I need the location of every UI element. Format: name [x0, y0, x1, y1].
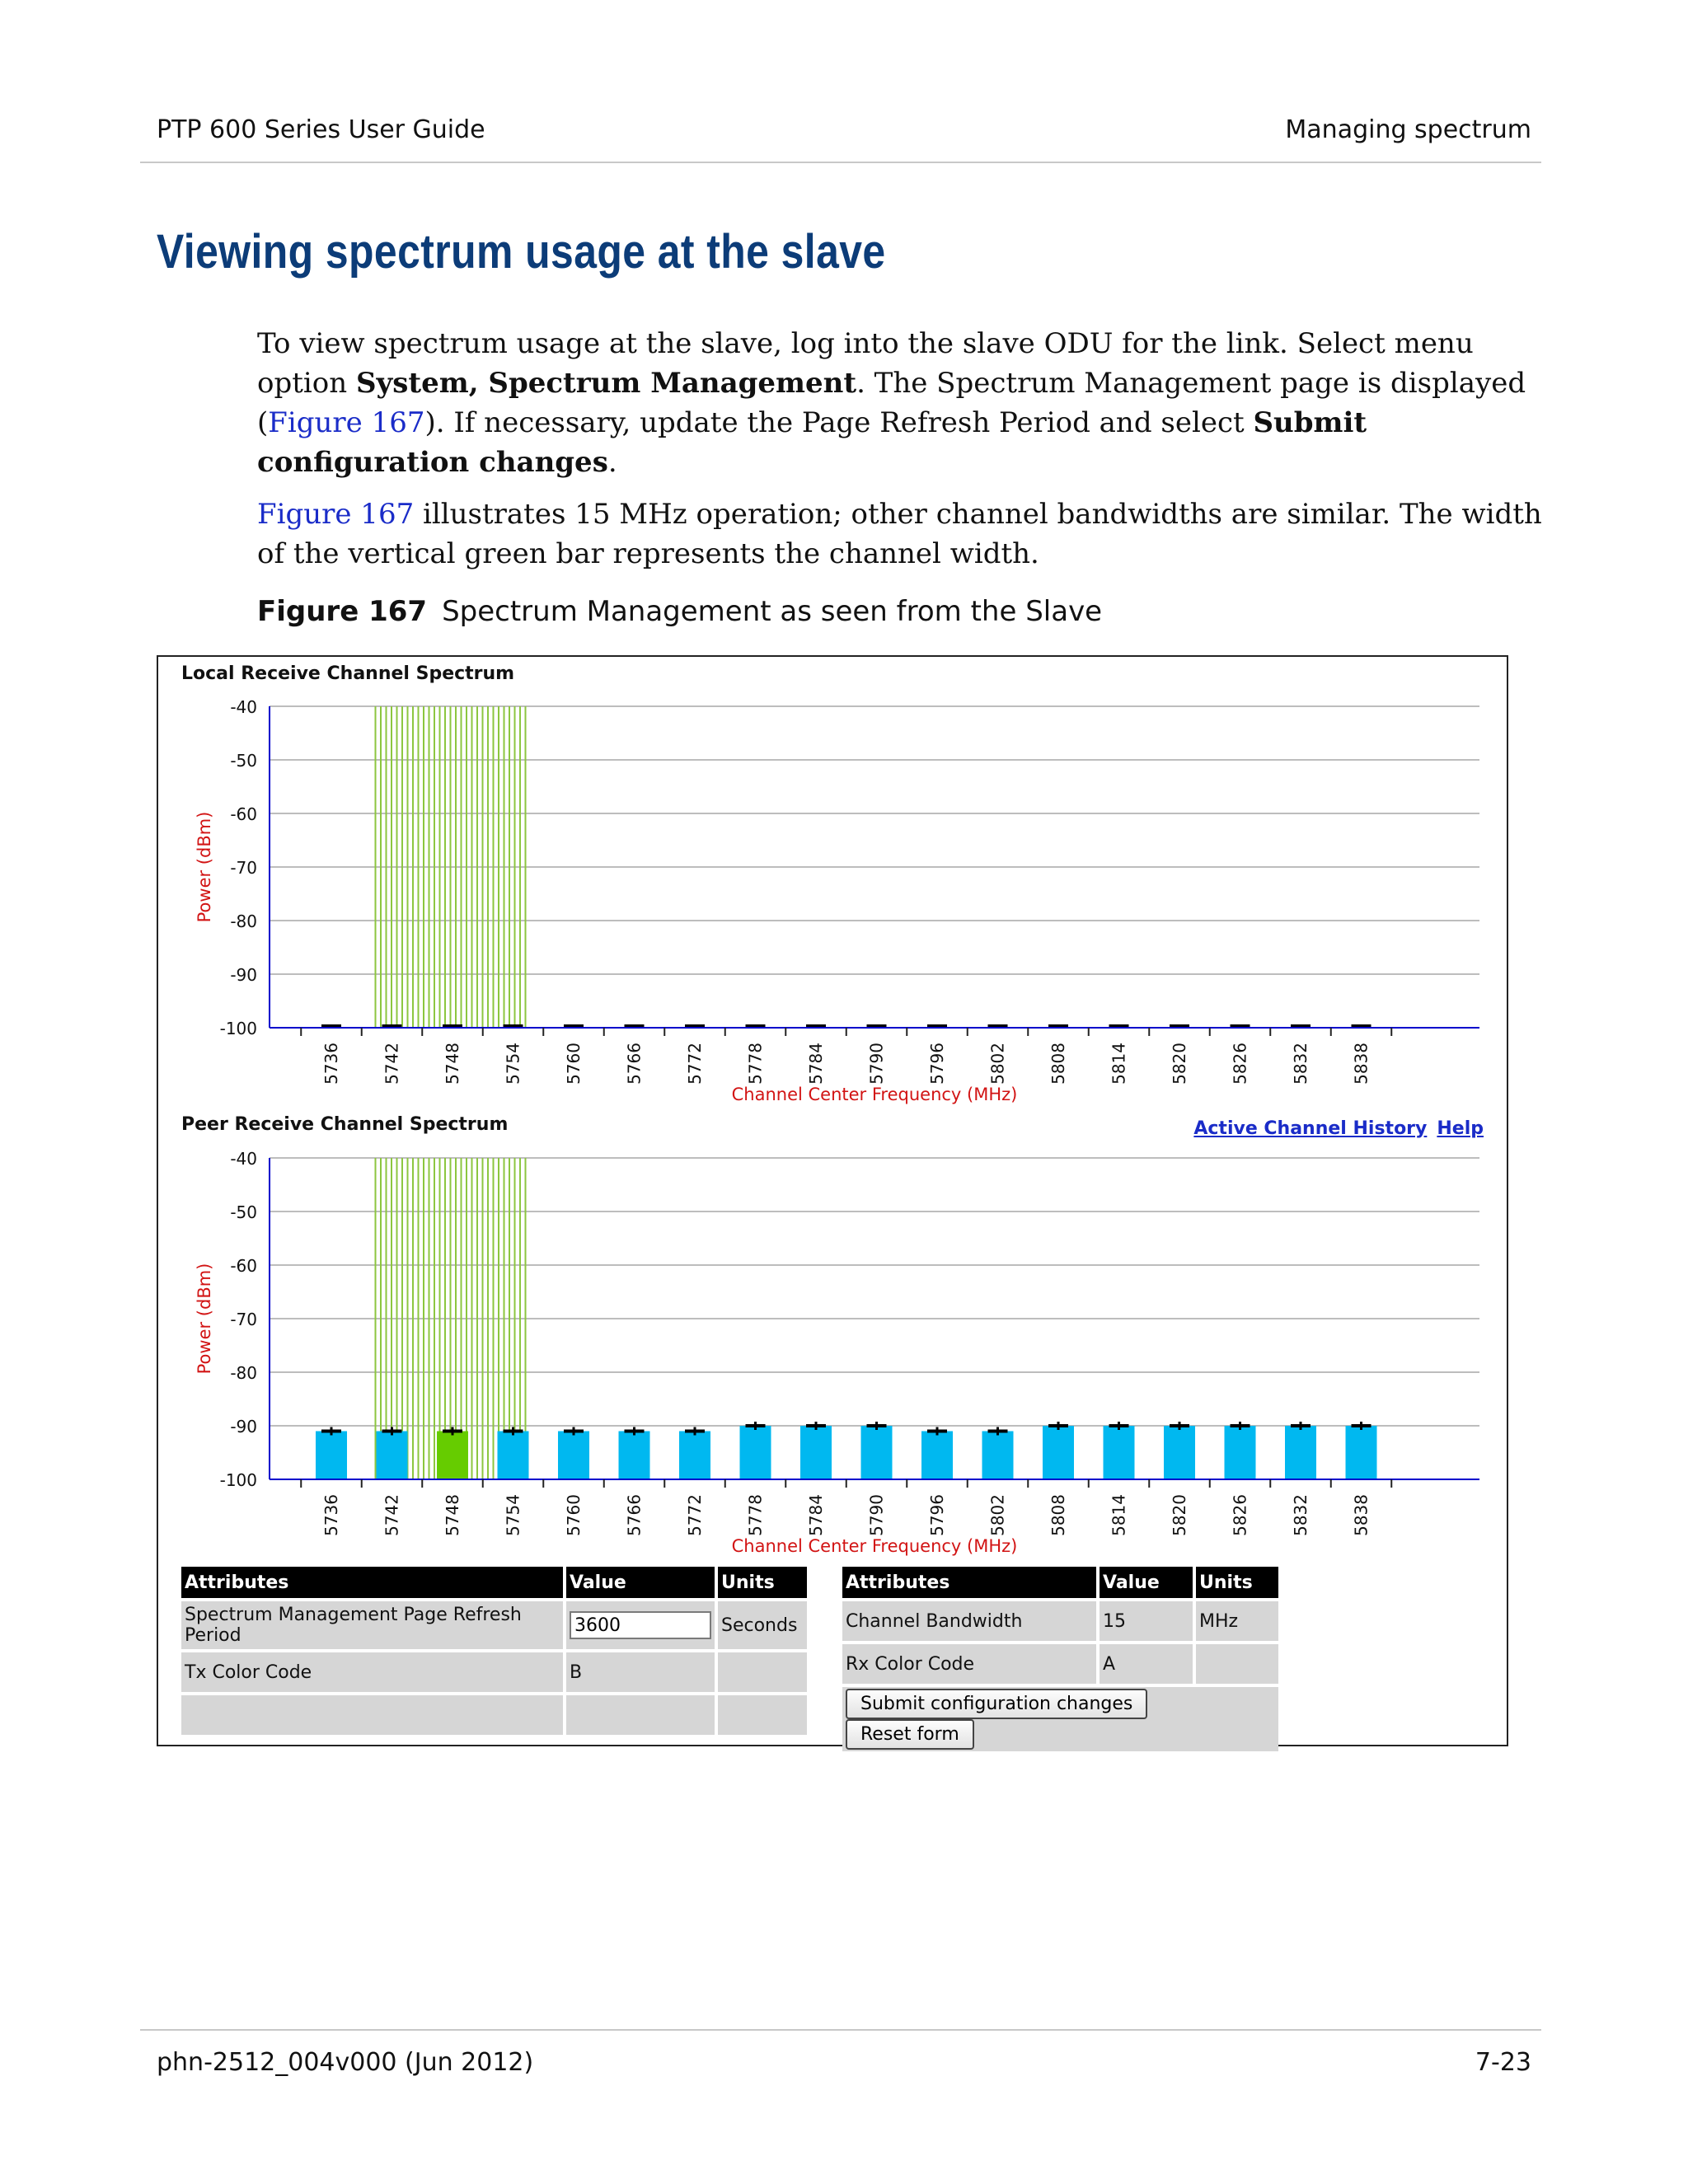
col-header-units: Units: [1196, 1567, 1278, 1598]
para1-bold-submit: Submit configuration changes: [257, 406, 1367, 479]
x-tick-label: 5802: [987, 1043, 1008, 1085]
attr-channel-bandwidth: Channel Bandwidth: [842, 1601, 1096, 1641]
page-footer: [157, 2048, 1531, 2077]
x-tick-label: 5838: [1351, 1043, 1372, 1085]
x-tick-label: 5766: [624, 1494, 645, 1536]
col-header-attributes: Attributes: [842, 1567, 1096, 1598]
y-tick-label: -90: [230, 965, 257, 985]
para1-text-4: .: [607, 446, 617, 479]
col-header-value: Value: [1100, 1567, 1193, 1598]
bar-5784: [800, 1426, 832, 1479]
form-buttons-cell: [842, 1687, 1278, 1751]
refresh-period-units: Seconds: [718, 1601, 807, 1649]
channel-bandwidth-value: 15: [1100, 1601, 1193, 1641]
y-tick-label: -100: [219, 1019, 257, 1038]
x-tick-label: 5742: [382, 1043, 402, 1085]
submit-configuration-button[interactable]: Submit configuration changes: [846, 1689, 1147, 1719]
x-tick-label: 5784: [806, 1043, 826, 1085]
local-chart-title: Local Receive Channel Spectrum: [181, 663, 515, 684]
bar-5796: [921, 1432, 953, 1480]
x-tick-label: 5778: [745, 1043, 766, 1085]
help-link[interactable]: Help: [1437, 1118, 1484, 1139]
x-tick-label: 5748: [443, 1494, 462, 1536]
header-section: Managing spectrum: [1285, 115, 1531, 144]
y-axis-label: Power (dBm): [195, 1263, 214, 1375]
x-tick-label: 5826: [1230, 1494, 1250, 1536]
col-header-units: Units: [718, 1567, 807, 1598]
col-header-attributes: Attributes: [181, 1567, 563, 1598]
x-tick-label: 5820: [1170, 1494, 1189, 1536]
empty-cell: [566, 1695, 715, 1735]
x-tick-label: 5796: [927, 1494, 947, 1536]
x-tick-label: 5742: [382, 1494, 402, 1536]
y-tick-label: -70: [230, 858, 257, 878]
bar-5814: [1104, 1426, 1135, 1479]
x-tick-label: 5826: [1230, 1043, 1250, 1085]
para2-text: illustrates 15 MHz operation; other channel bandwidths are similar. The width of the vertical green bar represents the channel width.: [257, 498, 1542, 570]
local-spectrum-chart: [158, 657, 1507, 1106]
bar-5778: [740, 1426, 771, 1479]
x-tick-label: 5736: [321, 1494, 341, 1536]
bar-5826: [1225, 1426, 1256, 1479]
y-tick-label: -50: [230, 1202, 257, 1222]
x-tick-label: 5778: [745, 1494, 766, 1536]
bar-5736: [316, 1432, 347, 1480]
reset-form-button[interactable]: Reset form: [846, 1719, 974, 1750]
peer-chart-title: Peer Receive Channel Spectrum: [181, 1114, 509, 1135]
bar-5760: [558, 1432, 589, 1480]
x-tick-label: 5790: [866, 1494, 887, 1536]
table-row: [181, 1601, 807, 1649]
refresh-period-cell: [566, 1601, 715, 1649]
caption-label: Figure 167: [257, 595, 428, 628]
y-tick-label: -80: [230, 1363, 257, 1383]
tx-color-code-value: B: [566, 1652, 715, 1692]
bar-5820: [1164, 1426, 1195, 1479]
y-tick-label: -100: [219, 1470, 257, 1490]
x-tick-label: 5820: [1170, 1043, 1189, 1085]
attr-rx-color-code: Rx Color Code: [842, 1644, 1096, 1684]
y-tick-label: -40: [230, 1149, 257, 1169]
x-tick-label: 5796: [927, 1043, 947, 1085]
table-row: [181, 1652, 807, 1692]
rx-color-code-value: A: [1100, 1644, 1193, 1684]
x-tick-label: 5814: [1109, 1494, 1129, 1536]
figure-link[interactable]: Figure 167: [268, 406, 425, 439]
x-tick-label: 5814: [1109, 1043, 1129, 1085]
x-tick-label: 5754: [503, 1494, 523, 1536]
x-axis-label: Channel Center Frequency (MHz): [731, 1085, 1018, 1104]
y-tick-label: -40: [230, 697, 257, 717]
table-row: [842, 1644, 1278, 1684]
rx-color-code-units: [1196, 1644, 1278, 1684]
section-title: Viewing spectrum usage at the slave: [157, 225, 886, 279]
caption-text: Spectrum Management as seen from the Slave: [442, 595, 1103, 628]
x-tick-label: 5790: [866, 1043, 887, 1085]
bar-5802: [982, 1432, 1014, 1480]
active-channel-history-link[interactable]: Active Channel History: [1193, 1118, 1428, 1139]
paragraph-2: [257, 494, 1543, 574]
y-tick-label: -90: [230, 1417, 257, 1436]
x-tick-label: 5784: [806, 1494, 826, 1536]
table-row: [842, 1601, 1278, 1641]
bar-5742: [377, 1432, 408, 1480]
y-tick-label: -50: [230, 751, 257, 771]
figure-caption: [257, 595, 1102, 628]
x-tick-label: 5832: [1291, 1494, 1311, 1536]
x-tick-label: 5766: [624, 1043, 645, 1085]
attributes-table-right: [839, 1563, 1282, 1755]
header-title: PTP 600 Series User Guide: [157, 115, 485, 144]
table-row: [842, 1687, 1278, 1751]
y-axis-label: Power (dBm): [195, 811, 214, 923]
para1-text-3: ). If necessary, update the Page Refresh Period and select: [424, 406, 1254, 439]
peer-spectrum-chart: [158, 1108, 1507, 1558]
x-tick-label: 5838: [1351, 1494, 1372, 1536]
x-axis-label: Channel Center Frequency (MHz): [731, 1536, 1018, 1556]
para1-text: To view spectrum usage at the slave, log into the slave ODU for the link. Select menu option: [257, 327, 1474, 400]
x-tick-label: 5736: [321, 1043, 341, 1085]
y-tick-label: -80: [230, 912, 257, 931]
bar-5790: [861, 1426, 893, 1479]
x-tick-label: 5832: [1291, 1043, 1311, 1085]
empty-cell: [718, 1695, 807, 1735]
x-tick-label: 5760: [564, 1494, 584, 1536]
bar-5808: [1043, 1426, 1074, 1479]
y-tick-label: -60: [230, 804, 257, 824]
bar-5838: [1346, 1426, 1377, 1479]
footer-rule: [140, 2029, 1541, 2031]
x-tick-label: 5748: [443, 1043, 462, 1085]
footer-page-number: 7-23: [1475, 2048, 1531, 2077]
para1-bold-menu: System, Spectrum Management: [355, 367, 857, 400]
col-header-value: Value: [566, 1567, 715, 1598]
empty-cell: [181, 1695, 563, 1735]
spectrum-management-figure: [157, 655, 1508, 1746]
bar-5772: [679, 1432, 710, 1480]
x-tick-label: 5808: [1048, 1043, 1068, 1085]
attr-tx-color-code: Tx Color Code: [181, 1652, 563, 1692]
attributes-table-left: [178, 1563, 810, 1738]
bar-5748: [437, 1432, 468, 1480]
page-header: [157, 115, 1531, 144]
bar-5754: [498, 1432, 529, 1480]
header-rule: [140, 162, 1541, 163]
x-tick-label: 5760: [564, 1043, 584, 1085]
x-tick-label: 5772: [685, 1043, 705, 1085]
x-tick-label: 5754: [503, 1043, 523, 1085]
y-tick-label: -70: [230, 1310, 257, 1329]
bar-5766: [619, 1432, 650, 1480]
refresh-period-input[interactable]: [570, 1611, 711, 1639]
x-tick-label: 5808: [1048, 1494, 1068, 1536]
x-tick-label: 5772: [685, 1494, 705, 1536]
para1-text-2: . The Spectrum Management page is displayed (: [257, 367, 1526, 439]
tx-color-code-units: [718, 1652, 807, 1692]
attr-refresh-period: Spectrum Management Page Refresh Period: [181, 1601, 563, 1649]
x-tick-label: 5802: [987, 1494, 1008, 1536]
channel-bandwidth-units: MHz: [1196, 1601, 1278, 1641]
table-row: [181, 1695, 807, 1735]
y-tick-label: -60: [230, 1256, 257, 1276]
bar-5832: [1285, 1426, 1316, 1479]
figure-link-2[interactable]: Figure 167: [257, 498, 415, 531]
footer-doc-id: phn-2512_004v000 (Jun 2012): [157, 2048, 534, 2077]
paragraph-1: [257, 324, 1543, 482]
